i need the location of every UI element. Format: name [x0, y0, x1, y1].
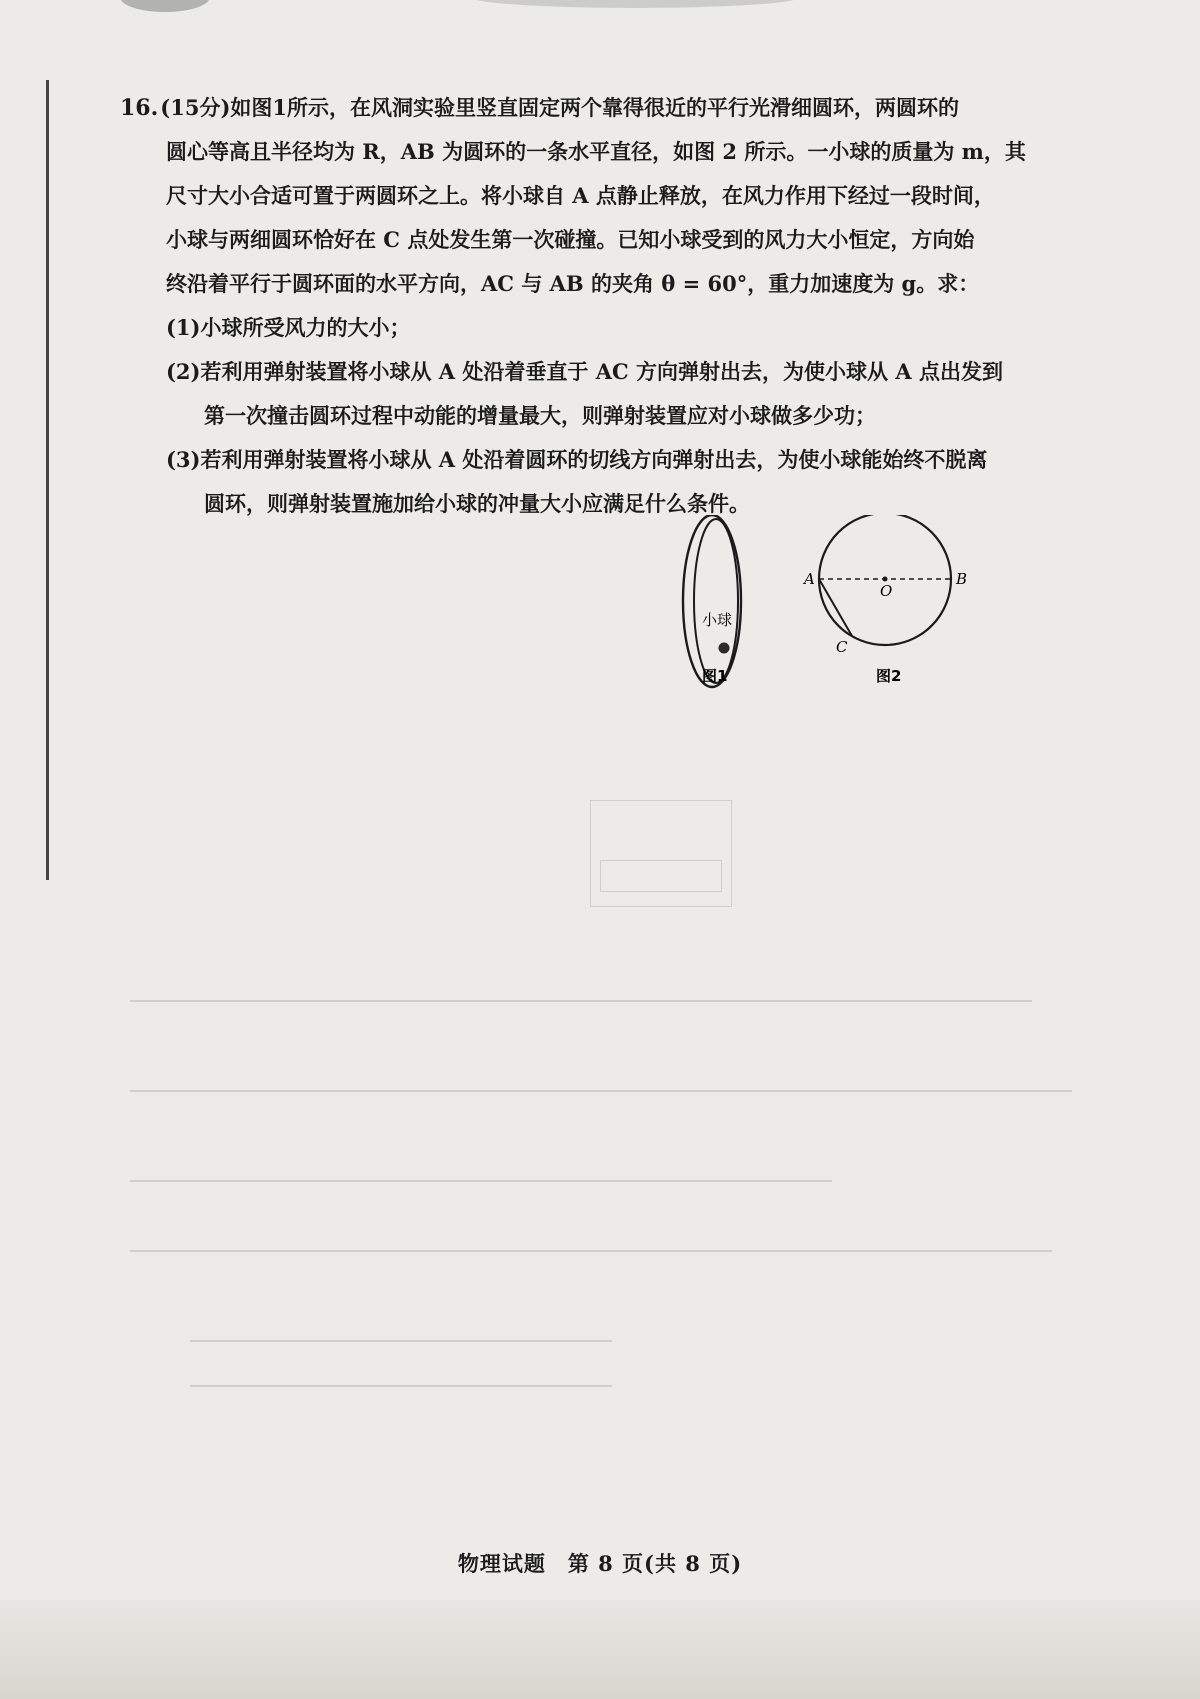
question-line: 终沿着平行于圆环面的水平方向，AC 与 AB 的夹角 θ = 60°，重力加速度为 g。求： — [166, 271, 980, 296]
bleed-through — [130, 1250, 1052, 1252]
center-point — [883, 577, 888, 582]
scan-shadow — [470, 0, 800, 8]
label-b: B — [956, 570, 968, 588]
question-text: (15分)如图1所示，在风洞实验里竖直固定两个靠得很近的平行光滑细圆环，两圆环的 — [160, 95, 959, 120]
bleed-through — [600, 860, 722, 892]
question-line: 圆心等高且半径均为 R，AB 为圆环的一条水平直径，如图 2 所示。一小球的质量为 m，其 — [166, 139, 1026, 164]
ball-label: 小球 — [702, 611, 733, 629]
scan-edge — [0, 1600, 1200, 1699]
bleed-through — [130, 1090, 1072, 1092]
question-16 — [120, 86, 1080, 526]
chord-ac — [819, 579, 852, 636]
question-line: 小球与两细圆环恰好在 C 点处发生第一次碰撞。已知小球受到的风力大小恒定，方向始 — [166, 227, 975, 252]
sub-question-3: (3)若利用弹射装置将小球从 A 处沿着圆环的切线方向弹射出去，为使小球能始终不脱离 — [166, 447, 988, 472]
margin-rule — [46, 80, 49, 880]
sub-question-1: (1)小球所受风力的大小； — [166, 315, 411, 340]
sub-question-2: (2)若利用弹射装置将小球从 A 处沿着垂直于 AC 方向弹射出去，为使小球从 A 点出发到 — [166, 359, 1003, 384]
figure-1-caption: 图1 — [702, 667, 728, 685]
bleed-through — [190, 1340, 612, 1342]
bleed-through — [190, 1385, 612, 1387]
sub-question-2-cont: 第一次撞击圆环过程中动能的增量最大，则弹射装置应对小球做多少功； — [204, 403, 876, 428]
label-o: O — [880, 582, 893, 600]
figure-2-caption: 图2 — [876, 667, 902, 685]
question-line: 尺寸大小合适可置于两圆环之上。将小球自 A 点静止释放，在风力作用下经过一段时间， — [166, 183, 995, 208]
page-footer: 物理试题 第 8 页(共 8 页) — [457, 1551, 743, 1576]
bleed-through — [130, 1180, 832, 1182]
label-c: C — [836, 638, 848, 656]
question-line — [120, 86, 1080, 130]
scan-shadow — [120, 0, 210, 12]
question-number: 16. — [120, 95, 159, 121]
sub-question-3-cont: 圆环，则弹射装置施加给小球的冲量大小应满足什么条件。 — [204, 491, 750, 516]
figure-svg — [680, 515, 1000, 745]
figures — [680, 515, 1000, 745]
bleed-through — [130, 1000, 1032, 1002]
figure-1 — [683, 515, 741, 687]
ring-outer — [683, 515, 741, 687]
figure-2 — [802, 515, 967, 685]
label-a: A — [804, 570, 815, 588]
ball — [719, 643, 730, 654]
